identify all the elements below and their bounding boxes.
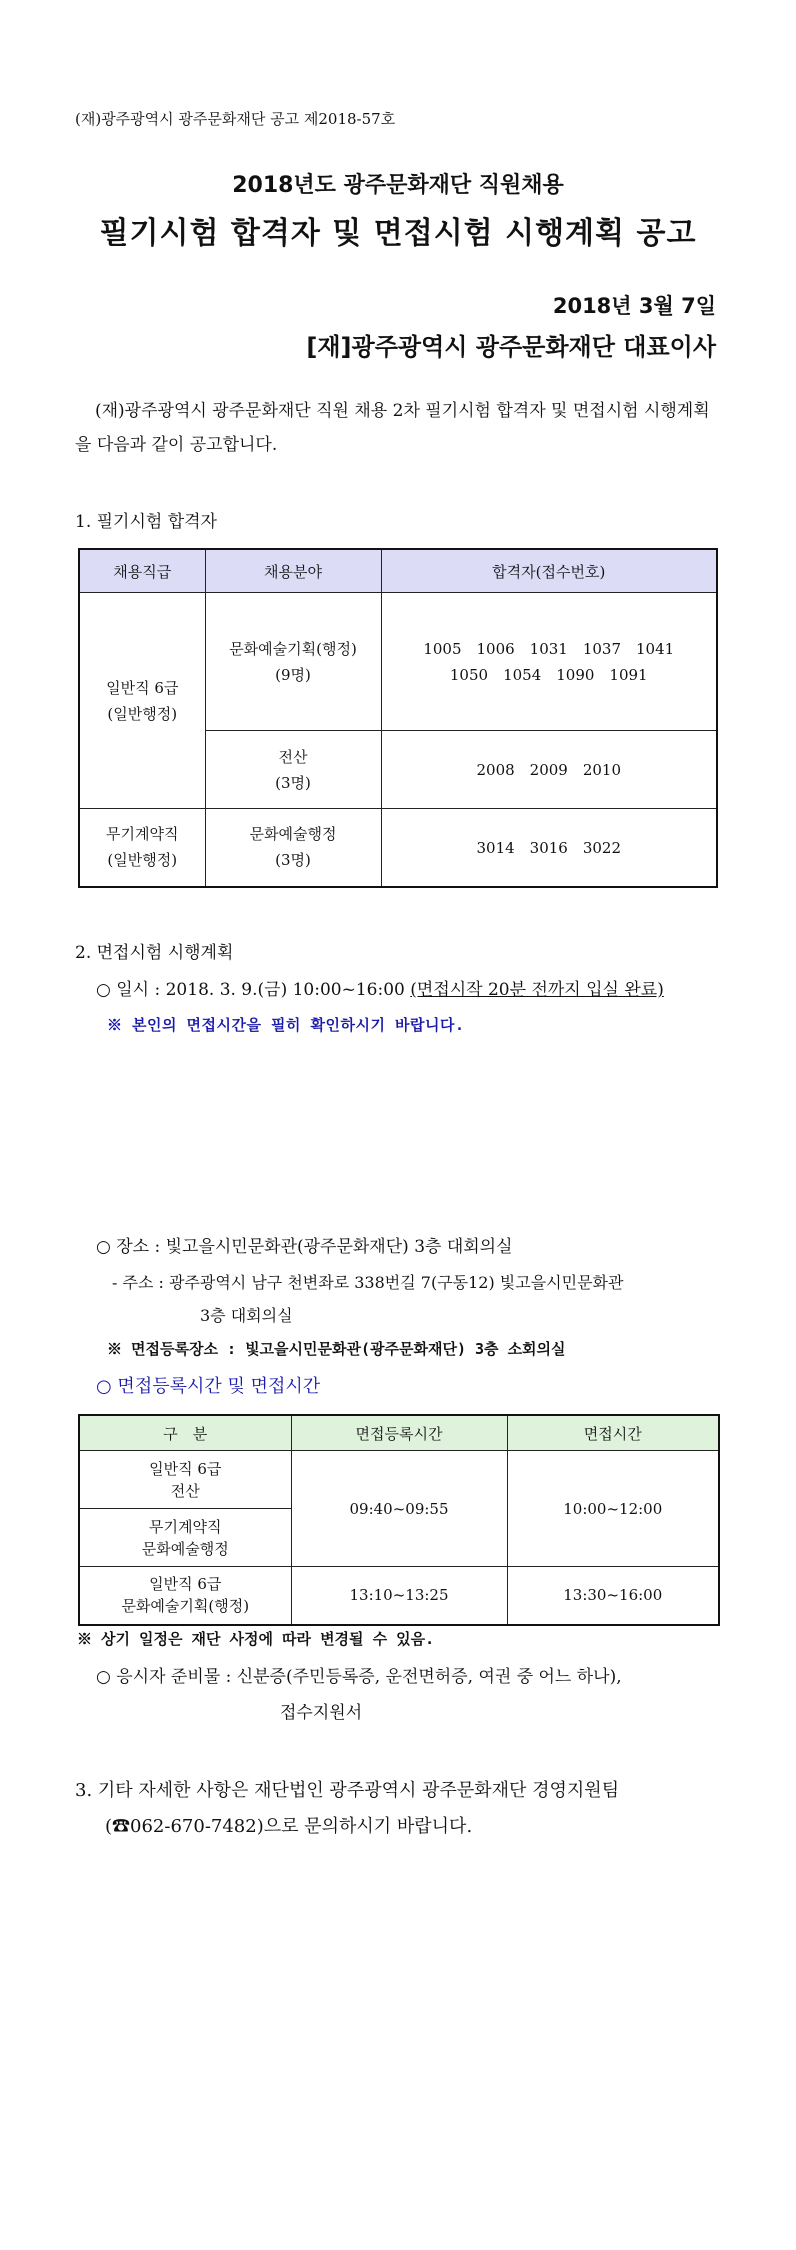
times-heading: ○ 면접등록시간 및 면접시간 — [96, 1376, 321, 1397]
passers-cell: 2008 2009 2010 — [381, 731, 717, 809]
table-header-row — [79, 1415, 719, 1451]
header-passers: 합격자(접수번호) — [381, 549, 717, 593]
interview-times-table — [78, 1414, 720, 1626]
table-row — [79, 809, 717, 887]
interview-time-cell: 13:30~16:00 — [507, 1567, 719, 1625]
header-interview: 면접시간 — [507, 1415, 719, 1451]
schedule-change-note: ※ 상기 일정은 재단 사정에 따라 변경될 수 있음. — [77, 1630, 435, 1648]
registration-time-cell: 09:40~09:55 — [291, 1451, 507, 1567]
table-header-row — [79, 549, 717, 593]
intro-paragraph: (재)광주광역시 광주문화재단 직원 채용 2차 필기시험 합격자 및 면접시험 시행계획을 다음과 같이 공고합니다. — [75, 401, 710, 455]
contact-line2: (☎062-670-7482)으로 문의하시기 바랍니다. — [105, 1816, 473, 1837]
title-line1: 2018년도 광주문화재단 직원채용 — [232, 173, 564, 198]
table-row — [79, 1451, 719, 1509]
title-line2: 필기시험 합격자 및 면접시험 시행계획 공고 — [99, 216, 697, 251]
category-cell: 일반직 6급 전산 — [79, 1451, 291, 1509]
section2-heading: 2. 면접시험 시행계획 — [75, 943, 234, 963]
registration-place-note: ※ 면접등록장소 : 빛고을시민문화관(광주문화재단) 3층 소회의실 — [107, 1340, 566, 1358]
arrival-requirement: (면접시작 20분 전까지 입실 완료) — [410, 980, 664, 1000]
category-cell: 일반직 6급 문화예술기획(행정) — [79, 1567, 291, 1625]
passers-cell: 1005 1006 1031 1037 1041 1050 1054 1090 1091 — [381, 593, 717, 731]
interview-venue: ○ 장소 : 빛고을시민문화관(광주문화재단) 3층 대회의실 — [96, 1237, 513, 1257]
header-registration: 면접등록시간 — [291, 1415, 507, 1451]
applicant-items-line2: 접수지원서 — [280, 1703, 363, 1723]
interview-schedule: ○ 일시 : 2018. 3. 9.(금) 10:00~16:00 (면접시작 20분 전까지 입실 완료) — [96, 980, 664, 1000]
passers-table — [78, 548, 718, 888]
category-cell: 무기계약직 문화예술행정 — [79, 1509, 291, 1567]
header-rank: 채용직급 — [79, 549, 205, 593]
contact-line1: 3. 기타 자세한 사항은 재단법인 광주광역시 광주문화재단 경영지원팀 — [75, 1780, 620, 1801]
interview-time-cell: 10:00~12:00 — [507, 1451, 719, 1567]
applicant-items-line1: ○ 응시자 준비물 : 신분증(주민등록증, 운전면허증, 여권 중 어느 하나), — [96, 1667, 622, 1687]
field-cell: 전산 (3명) — [205, 731, 381, 809]
rank-cell-contract: 무기계약직 (일반행정) — [79, 809, 205, 887]
registration-time-cell: 13:10~13:25 — [291, 1567, 507, 1625]
section3-contact — [75, 1773, 735, 1845]
notice-number: (재)광주광역시 광주문화재단 공고 제2018-57호 — [75, 110, 396, 128]
schedule-note: ※ 본인의 면접시간을 필히 확인하시기 바랍니다. — [107, 1016, 465, 1034]
issuer: [재]광주광역시 광주문화재단 대표이사 — [306, 333, 716, 361]
table-row — [79, 593, 717, 731]
table-row — [79, 1567, 719, 1625]
venue-address-line1: - 주소 : 광주광역시 남구 천변좌로 338번길 7(구동12) 빛고을시민문화관 — [112, 1273, 624, 1292]
header-category: 구 분 — [79, 1415, 291, 1451]
notice-date: 2018년 3월 7일 — [552, 294, 716, 318]
passers-cell: 3014 3016 3022 — [381, 809, 717, 887]
field-cell: 문화예술행정 (3명) — [205, 809, 381, 887]
rank-cell-general: 일반직 6급 (일반행정) — [79, 593, 205, 809]
section1-heading: 1. 필기시험 합격자 — [75, 512, 217, 532]
field-cell: 문화예술기획(행정) (9명) — [205, 593, 381, 731]
venue-address-line2: 3층 대회의실 — [200, 1306, 293, 1325]
header-field: 채용분야 — [205, 549, 381, 593]
